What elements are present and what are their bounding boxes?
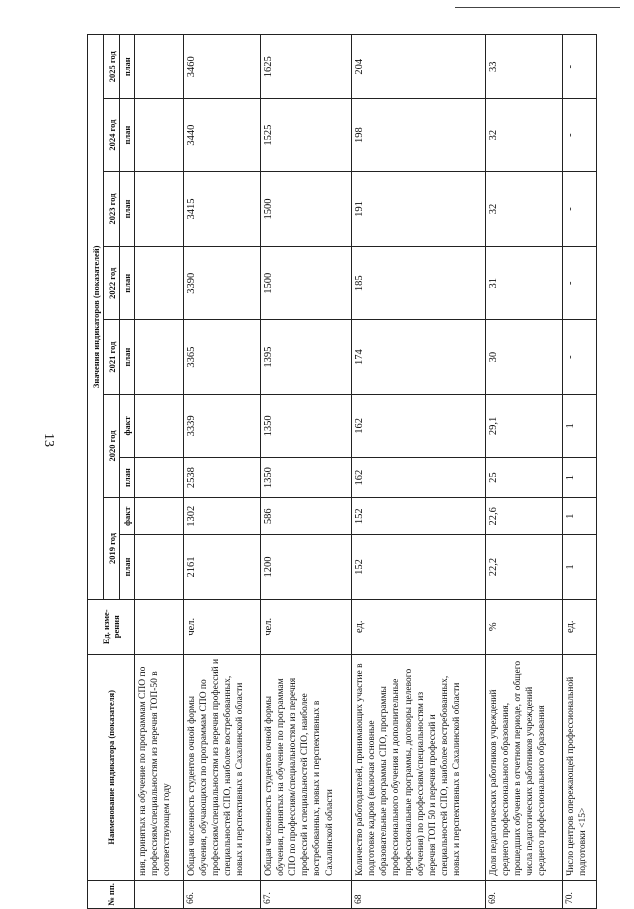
year-2022: 2022 год <box>104 247 120 320</box>
page-number: 13 <box>41 433 56 447</box>
value-cell: 33 <box>485 35 562 99</box>
row-number: 69. <box>485 880 562 908</box>
value-cell: 586 <box>260 498 351 535</box>
top-rule <box>455 7 620 8</box>
rotated-document <box>87 34 597 909</box>
header-num: № пп. <box>88 880 135 908</box>
value-cell: 1350 <box>260 458 351 498</box>
indicator-table <box>87 34 597 909</box>
value-cell: 162 <box>351 458 485 498</box>
row-number: 67. <box>260 880 351 908</box>
header-values: Значения индикаторов (показателей) <box>88 35 104 600</box>
unit-cell: чел. <box>183 599 260 654</box>
year-2025: 2025 год <box>104 35 120 99</box>
value-cell: 204 <box>351 35 485 99</box>
unit-cell: чел. <box>260 599 351 654</box>
value-cell: 3365 <box>183 320 260 394</box>
value-cell: - <box>562 247 596 320</box>
value-cell <box>135 320 184 394</box>
value-cell: 1500 <box>260 247 351 320</box>
value-cell: 1525 <box>260 99 351 171</box>
indicator-name: Общая численность студентов очной формы обучения, обучающихся по программам СПО по профессиям/специальностям из перечня профессий и специальностей СПО, наиболее востребованных, новых и перспективных в Сахалинской области <box>183 654 260 880</box>
value-cell: 174 <box>351 320 485 394</box>
value-cell: 30 <box>485 320 562 394</box>
value-cell <box>135 171 184 246</box>
unit-cell: ед. <box>562 599 596 654</box>
value-cell: 32 <box>485 99 562 171</box>
value-cell: - <box>562 320 596 394</box>
indicator-name: Доля педагогических работников учреждений среднего профессионального образования, прошедших обучение в отчетном периоде, от общего числа педагогических работников учреждений среднего профессионального образования <box>485 654 562 880</box>
table-row <box>135 35 184 909</box>
value-cell: 2538 <box>183 458 260 498</box>
value-cell <box>135 247 184 320</box>
subheader-plan: план <box>120 99 135 171</box>
value-cell: 22,6 <box>485 498 562 535</box>
header-name: Наименование индикатора (показателя) <box>88 654 135 880</box>
subheader-plan: план <box>120 320 135 394</box>
value-cell: 1200 <box>260 535 351 599</box>
value-cell: 2161 <box>183 535 260 599</box>
row-number: 68 <box>351 880 485 908</box>
subheader-plan: план <box>120 171 135 246</box>
value-cell: 3440 <box>183 99 260 171</box>
header-unit: Ед. изме-рения <box>88 599 135 654</box>
row-number <box>135 880 184 908</box>
table-row <box>260 35 351 909</box>
value-cell: 1 <box>562 535 596 599</box>
value-cell: 25 <box>485 458 562 498</box>
value-cell: 152 <box>351 498 485 535</box>
row-number: 66. <box>183 880 260 908</box>
value-cell <box>135 458 184 498</box>
value-cell: 3339 <box>183 394 260 457</box>
value-cell <box>135 394 184 457</box>
value-cell: - <box>562 171 596 246</box>
value-cell: 29,1 <box>485 394 562 457</box>
value-cell: 31 <box>485 247 562 320</box>
subheader-fact: факт <box>120 394 135 457</box>
subheader-plan: план <box>120 35 135 99</box>
year-2021: 2021 год <box>104 320 120 394</box>
value-cell: 191 <box>351 171 485 246</box>
year-2023: 2023 год <box>104 171 120 246</box>
value-cell <box>135 35 184 99</box>
value-cell: 162 <box>351 394 485 457</box>
value-cell: 32 <box>485 171 562 246</box>
table-row <box>562 35 596 909</box>
year-2020: 2020 год <box>104 394 120 497</box>
value-cell: 152 <box>351 535 485 599</box>
row-number: 70. <box>562 880 596 908</box>
indicator-name: Количество работодателей, принимающих участие в подготовке кадров (включая основные образовательные программы СПО, программы профессионального обучения и дополнительные профессиональные программы, договоры целевого обучения) по профессиям/специальностям из перечня ТОП 50 и перечня профессий и специальностей СПО, наиболее востребованных, новых и перспективных в Сахалинской области <box>351 654 485 880</box>
value-cell: 185 <box>351 247 485 320</box>
value-cell <box>135 99 184 171</box>
value-cell: 3390 <box>183 247 260 320</box>
indicator-name: Число центров опережающей профессиональной подготовки <15> <box>562 654 596 880</box>
value-cell: 1625 <box>260 35 351 99</box>
value-cell: 3415 <box>183 171 260 246</box>
table-row <box>183 35 260 909</box>
subheader-fact: факт <box>120 498 135 535</box>
value-cell: 1395 <box>260 320 351 394</box>
subheader-plan: план <box>120 535 135 599</box>
value-cell: 1350 <box>260 394 351 457</box>
value-cell: - <box>562 99 596 171</box>
value-cell: 1 <box>562 394 596 457</box>
unit-cell: ед. <box>351 599 485 654</box>
table-row <box>485 35 562 909</box>
value-cell: 1500 <box>260 171 351 246</box>
year-2024: 2024 год <box>104 99 120 171</box>
value-cell: 198 <box>351 99 485 171</box>
subheader-plan: план <box>120 247 135 320</box>
value-cell: - <box>562 35 596 99</box>
indicator-name: ния, принятых на обучение по программам СПО по профессиям/специальностям из перечня ТОП-50 в соответствующем году <box>135 654 184 880</box>
subheader-plan: план <box>120 458 135 498</box>
value-cell <box>135 535 184 599</box>
value-cell: 22,2 <box>485 535 562 599</box>
value-cell <box>135 498 184 535</box>
value-cell: 3460 <box>183 35 260 99</box>
unit-cell: % <box>485 599 562 654</box>
value-cell: 1302 <box>183 498 260 535</box>
value-cell: 1 <box>562 498 596 535</box>
indicator-name: Общая численность студентов очной формы обучения, принятых на обучение по программам СПО по профессиям/специальностям из перечня профессий и специальностей СПО, наиболее востребованных, новых и перспективных в Сахалинской области <box>260 654 351 880</box>
table-row <box>351 35 485 909</box>
year-2019: 2019 год <box>104 498 120 599</box>
value-cell: 1 <box>562 458 596 498</box>
unit-cell <box>135 599 184 654</box>
